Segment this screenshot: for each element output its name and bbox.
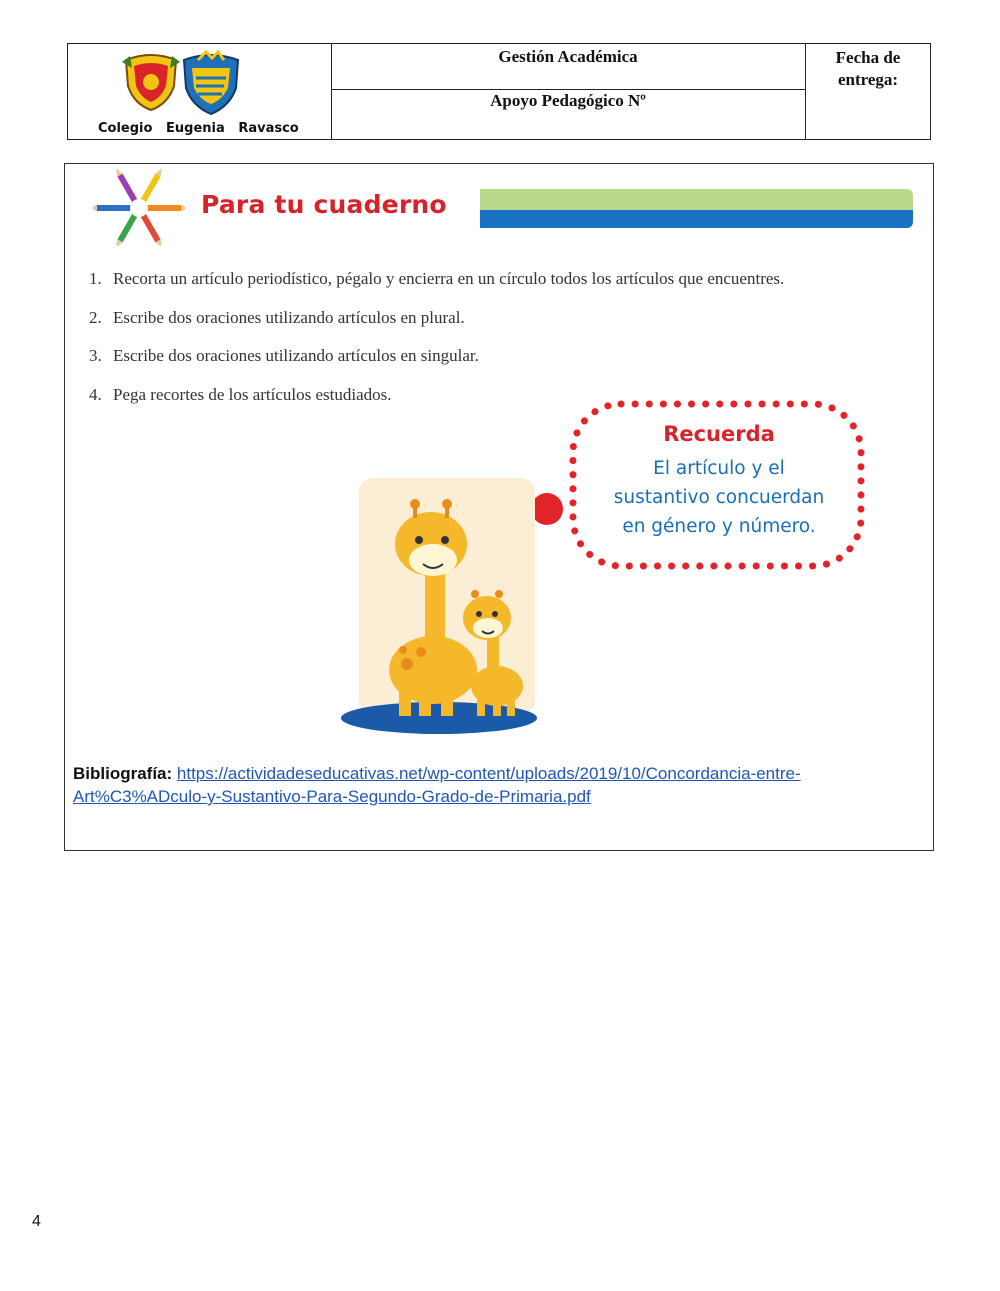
- bibliography: [73, 762, 923, 808]
- date-cell: [806, 44, 930, 139]
- bibliography-label: Bibliografía:: [73, 764, 173, 783]
- date-label-line2: entrega:: [837, 70, 899, 89]
- area-cell: [331, 44, 805, 90]
- list-item: 4. Pega recortes de los artículos estudiados.: [89, 384, 392, 404]
- reminder-line-3: en género y número.: [622, 516, 816, 537]
- list-item: 3. Escribe dos oraciones utilizando artículos en singular.: [89, 346, 479, 365]
- task-list: [89, 268, 784, 422]
- list-item: 2. Escribe dos oraciones utilizando artículos en plural.: [89, 307, 465, 327]
- document-header: [67, 43, 931, 140]
- area-title: Gestión Académica: [498, 47, 638, 66]
- list-item: 1. Recorta un artículo periodístico, pégalo y encierra en un círculo todos los artículos que encuentres.: [89, 269, 785, 288]
- reminder-title: Recuerda: [663, 422, 775, 446]
- page-number: 4: [32, 1213, 41, 1230]
- date-label-line1: Fecha de: [835, 48, 901, 67]
- bibliography-link[interactable]: https://actividadeseducativas.net/wp-content/uploads/2019/10/Concordancia-entre-Art%C3%ADculo-y-Sustantivo-Para-Segundo-Grado-de-Primaria.pdf: [73, 764, 801, 806]
- reminder-line-2: sustantivo concuerdan: [613, 487, 825, 508]
- activity-box: [64, 163, 934, 851]
- school-crest-right-icon: [178, 50, 244, 116]
- date-label: [806, 47, 930, 91]
- support-cell: [331, 90, 805, 139]
- decorative-green-bar: [480, 189, 913, 211]
- decorative-blue-bar: [480, 210, 913, 228]
- school-name: Colegio Eugenia Ravasco: [98, 121, 299, 136]
- reminder-line-1: El artículo y el: [653, 458, 785, 479]
- giraffes-illustration-icon: [337, 474, 547, 744]
- logo-cell: [68, 44, 332, 139]
- school-crest-left-icon: [120, 50, 182, 112]
- reminder-text: [569, 422, 869, 541]
- support-title: Apoyo Pedagógico Nº: [490, 91, 646, 110]
- section-title: Para tu cuaderno: [201, 190, 447, 219]
- title-cell: [331, 44, 806, 139]
- colored-pencils-icon: [93, 168, 185, 246]
